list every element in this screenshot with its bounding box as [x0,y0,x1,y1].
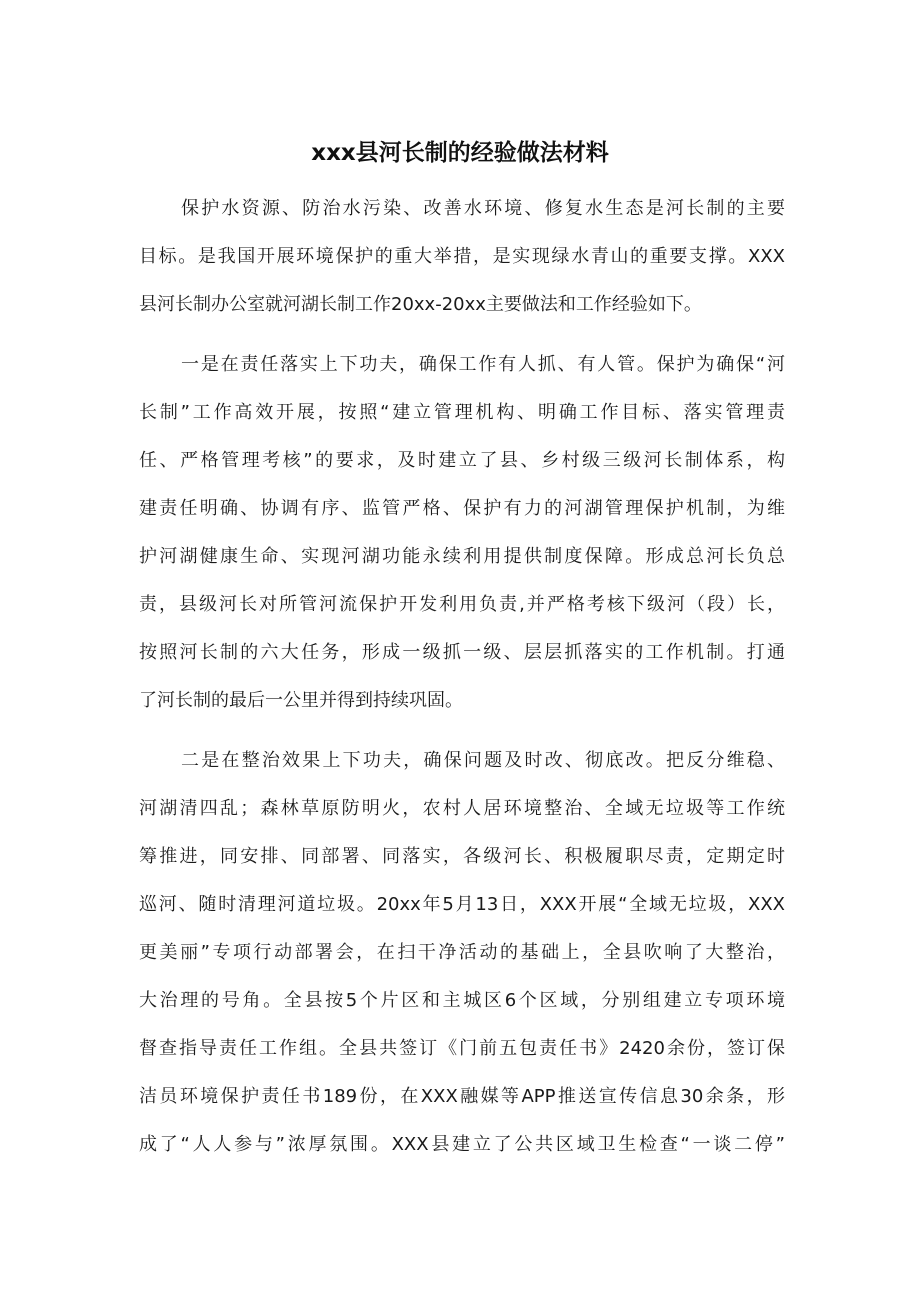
paragraph-line: 县河长制办公室就河湖长制工作20xx-20xx主要做法和工作经验如下。 [139,294,702,315]
paragraph-line: 筹推进，同安排、同部署、同落实，各级河长、积极履职尽责，定期定时 [139,846,785,867]
paragraph-line: 按照河长制的六大任务，形成一级抓一级、层层抓落实的工作机制。打通 [139,642,785,663]
paragraph-line: 一是在责任落实上下功夫，确保工作有人抓、有人管。保护为确保“河 [181,354,785,375]
paragraph-line: 更美丽”专项行动部署会，在扫干净活动的基础上，全县吹响了大整治， [139,942,785,963]
paragraph-line: 长制”工作高效开展，按照“建立管理机构、明确工作目标、落实管理责 [139,402,785,423]
paragraph-line: 督查指导责任工作组。全县共签订《门前五包责任书》2420余份，签订保 [139,1038,785,1059]
paragraph-line: 保护水资源、防治水污染、改善水环境、修复水生态是河长制的主要 [181,198,785,219]
paragraph-line: 河湖清四乱；森林草原防明火，农村人居环境整治、全域无垃圾等工作统 [139,798,785,819]
paragraph-responsibility [139,341,785,725]
paragraph-line: 二是在整治效果上下功夫，确保问题及时改、彻底改。把反分维稳、 [181,750,785,771]
paragraph-line: 任、严格管理考核”的要求，及时建立了县、乡村级三级河长制体系，构 [139,450,785,471]
paragraph-line: 目标。是我国开展环境保护的重大举措，是实现绿水青山的重要支撑。XXX [139,246,785,267]
paragraph-intro [139,185,785,329]
paragraph-line: 成了“人人参与”浓厚氛围。XXX县建立了公共区域卫生检查“一谈二停” [139,1134,785,1155]
paragraph-line: 了河长制的最后一公里并得到持续巩固。 [139,690,463,711]
paragraph-line: 护河湖健康生命、实现河湖功能永续利用提供制度保障。形成总河长负总 [139,546,785,567]
document-title: xxx县河长制的经验做法材料 [311,140,609,166]
paragraph-line: 洁员环境保护责任书189份，在XXX融媒等APP推送宣传信息30余条，形 [139,1086,785,1107]
paragraph-line: 责，县级河长对所管河流保护开发利用负责,并严格考核下级河（段）长， [139,594,785,615]
paragraph-line: 大治理的号角。全县按5个片区和主城区6个区域，分别组建立专项环境 [139,990,785,1011]
paragraph-line: 建责任明确、协调有序、监管严格、保护有力的河湖管理保护机制，为维 [139,498,785,519]
paragraph-line: 巡河、随时清理河道垃圾。20xx年5月13日，XXX开展“全域无垃圾，XXX [139,894,785,915]
paragraph-rectification [139,737,785,1169]
